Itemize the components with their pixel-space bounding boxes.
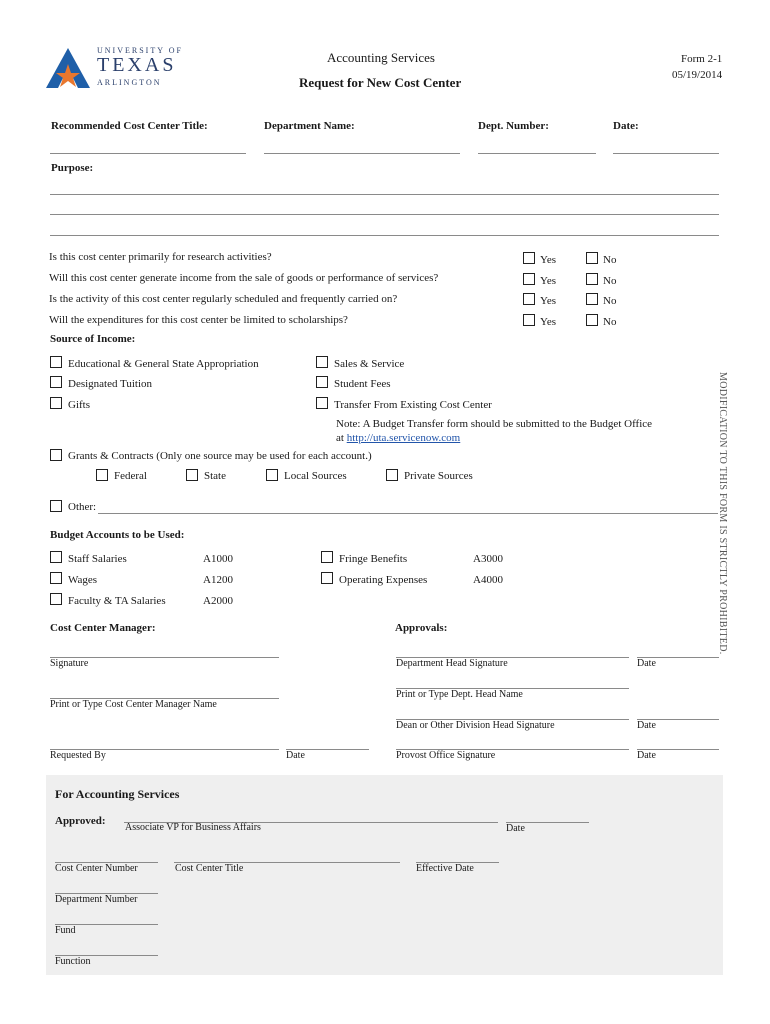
- other-label: Other:: [68, 501, 97, 513]
- purpose-label: Purpose:: [51, 162, 94, 174]
- servicenow-link[interactable]: http://uta.servicenow.com: [346, 432, 461, 444]
- no-label: No: [603, 275, 617, 287]
- dept-number-field[interactable]: [478, 153, 596, 154]
- question-2-yes-checkbox[interactable]: [523, 273, 535, 285]
- purpose-line-3[interactable]: [50, 235, 719, 236]
- note-at: at: [336, 432, 344, 444]
- manager-heading: Cost Center Manager:: [50, 622, 156, 634]
- other-field[interactable]: [98, 513, 718, 514]
- accounting-section: [46, 775, 723, 975]
- grant-source-label: Local Sources: [284, 470, 347, 482]
- question-1-no-checkbox[interactable]: [586, 252, 598, 264]
- income-option: Sales & Service: [334, 358, 405, 370]
- budget-label: Staff Salaries: [68, 553, 127, 565]
- grant-source-label: State: [204, 470, 226, 482]
- approved-date-caption: Date: [506, 823, 525, 834]
- yes-label: Yes: [540, 254, 557, 266]
- logo-university-of: UNIVERSITY OF: [97, 46, 183, 55]
- modification-notice: MODIFICATION TO THIS FORM IS STRICTLY PROHIBITED.: [717, 372, 728, 655]
- income-option: Transfer From Existing Cost Center: [334, 399, 492, 411]
- grant-private-checkbox[interactable]: [386, 469, 398, 481]
- budget-code: A2000: [203, 595, 233, 607]
- logo-texas: TEXAS: [97, 54, 177, 76]
- dept-head-name-caption: Print or Type Dept. Head Name: [396, 689, 523, 700]
- department-name-field[interactable]: [264, 153, 460, 154]
- accounting-cost-center-title-caption: Cost Center Title: [175, 863, 244, 874]
- dean-signature-caption: Dean or Other Division Head Signature: [396, 720, 555, 731]
- question-3-yes-checkbox[interactable]: [523, 293, 535, 305]
- fund-caption: Fund: [55, 925, 76, 936]
- budget-checkbox[interactable]: [50, 593, 62, 605]
- accounting-heading: For Accounting Services: [55, 787, 180, 801]
- assoc-vp-caption: Associate VP for Business Affairs: [125, 822, 261, 833]
- income-checkbox[interactable]: [50, 376, 62, 388]
- signature-caption: Signature: [50, 658, 89, 669]
- budget-heading: Budget Accounts to be Used:: [50, 529, 185, 541]
- department-name-label: Department Name:: [264, 120, 355, 132]
- requested-date-caption: Date: [286, 750, 305, 761]
- function-caption: Function: [55, 956, 91, 967]
- budget-checkbox[interactable]: [50, 551, 62, 563]
- income-checkbox[interactable]: [50, 356, 62, 368]
- form-title: Request for New Cost Center: [299, 75, 462, 90]
- department-number-caption: Department Number: [55, 894, 138, 905]
- date-field[interactable]: [613, 153, 719, 154]
- requested-by-caption: Requested By: [50, 750, 106, 761]
- purpose-line-2[interactable]: [50, 214, 719, 215]
- budget-code: A4000: [473, 574, 503, 586]
- no-label: No: [603, 254, 617, 266]
- date-caption: Date: [637, 720, 656, 731]
- manager-name-caption: Print or Type Cost Center Manager Name: [50, 699, 217, 710]
- budget-label: Fringe Benefits: [339, 553, 408, 565]
- yes-label: Yes: [540, 275, 557, 287]
- provost-signature-caption: Provost Office Signature: [396, 750, 496, 761]
- cost-center-number-caption: Cost Center Number: [55, 863, 138, 874]
- grants-label: Grants & Contracts (Only one source may be used for each account.): [68, 450, 372, 462]
- question-1-yes-checkbox[interactable]: [523, 252, 535, 264]
- income-option: Educational & General State Appropriation: [68, 358, 259, 370]
- income-heading: Source of Income:: [50, 333, 136, 345]
- income-checkbox[interactable]: [316, 376, 328, 388]
- form-date: 05/19/2014: [672, 69, 723, 81]
- income-option: Designated Tuition: [68, 378, 153, 390]
- no-label: No: [603, 316, 617, 328]
- question-text: Is the activity of this cost center regularly scheduled and frequently carried on?: [49, 293, 398, 305]
- income-checkbox[interactable]: [50, 397, 62, 409]
- question-4-yes-checkbox[interactable]: [523, 314, 535, 326]
- cost-center-title-label: Recommended Cost Center Title:: [51, 120, 208, 132]
- other-checkbox[interactable]: [50, 500, 62, 512]
- question-2-no-checkbox[interactable]: [586, 273, 598, 285]
- yes-label: Yes: [540, 316, 557, 328]
- budget-checkbox[interactable]: [321, 572, 333, 584]
- approved-label: Approved:: [55, 815, 106, 827]
- income-checkbox[interactable]: [316, 356, 328, 368]
- income-checkbox[interactable]: [316, 397, 328, 409]
- budget-label: Faculty & TA Salaries: [68, 595, 166, 607]
- question-3-no-checkbox[interactable]: [586, 293, 598, 305]
- question-text: Is this cost center primarily for research activities?: [49, 251, 272, 263]
- date-label: Date:: [613, 120, 639, 132]
- dept-number-label: Dept. Number:: [478, 120, 549, 132]
- budget-label: Wages: [68, 574, 98, 586]
- income-option: Student Fees: [334, 378, 391, 390]
- date-caption: Date: [637, 658, 656, 669]
- income-option: Gifts: [68, 399, 90, 411]
- grants-checkbox[interactable]: [50, 449, 62, 461]
- question-4-no-checkbox[interactable]: [586, 314, 598, 326]
- budget-code: A1000: [203, 553, 233, 565]
- budget-code: A3000: [473, 553, 503, 565]
- uta-logo-icon: [46, 48, 90, 88]
- no-label: No: [603, 295, 617, 307]
- grant-state-checkbox[interactable]: [186, 469, 198, 481]
- budget-code: A1200: [203, 574, 233, 586]
- budget-label: Operating Expenses: [339, 574, 428, 586]
- question-text: Will the expenditures for this cost center be limited to scholarships?: [49, 314, 348, 326]
- question-text: Will this cost center generate income from the sale of goods or performance of services?: [49, 272, 439, 284]
- purpose-line-1[interactable]: [50, 194, 719, 195]
- effective-date-caption: Effective Date: [416, 863, 474, 874]
- note-link-line: [336, 432, 460, 444]
- grant-local-checkbox[interactable]: [266, 469, 278, 481]
- form-number: Form 2-1: [681, 53, 723, 65]
- yes-label: Yes: [540, 295, 557, 307]
- cost-center-title-field[interactable]: [50, 153, 246, 154]
- approvals-heading: Approvals:: [395, 622, 448, 634]
- budget-checkbox[interactable]: [50, 572, 62, 584]
- grant-source-label: Federal: [114, 470, 147, 482]
- grant-federal-checkbox[interactable]: [96, 469, 108, 481]
- department-heading: Accounting Services: [327, 50, 435, 65]
- logo-arlington: ARLINGTON: [97, 78, 162, 87]
- date-caption: Date: [637, 750, 656, 761]
- dept-head-signature-caption: Department Head Signature: [396, 658, 508, 669]
- grant-source-label: Private Sources: [404, 470, 473, 482]
- budget-checkbox[interactable]: [321, 551, 333, 563]
- budget-transfer-note: Note: A Budget Transfer form should be submitted to the Budget Office: [336, 418, 653, 430]
